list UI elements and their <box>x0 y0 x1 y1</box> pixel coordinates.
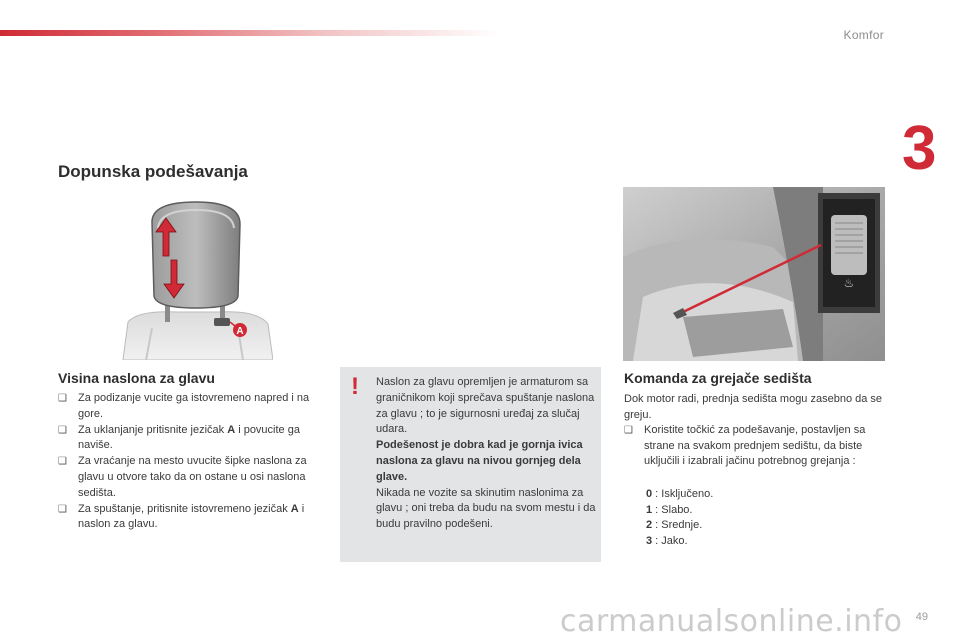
headrest-section-title: Visina naslona za glavu <box>58 370 215 386</box>
svg-text:♨: ♨ <box>843 276 855 290</box>
heater-level: 2 : Srednje. <box>646 519 703 532</box>
list-item: ❑ Za vraćanje na mesto uvucite šipke naslona za glavu u otvore tako da on ostane u osi naslona sedišta. <box>58 455 307 499</box>
warning-text <box>376 375 596 533</box>
checkbox-bullet-icon: ❑ <box>58 456 67 468</box>
heater-instructions <box>624 423 894 470</box>
header-accent-bar <box>0 30 500 36</box>
warning-text-bold: Podešenost je dobra kad je gornja ivica naslona za glavu na nivou gornjeg dela glave. <box>376 439 583 483</box>
list-item: ❑ Za spuštanje, pritisnite istovremeno jezičak A i naslon za glavu. <box>58 502 305 531</box>
heater-intro: Dok motor radi, prednja sedišta mogu zasebno da se greju. <box>624 393 883 421</box>
checkbox-bullet-icon: ❑ <box>58 503 67 515</box>
list-item: ❑ Za uklanjanje pritisnite jezičak A i povucite ga naviše. <box>58 423 300 452</box>
list-item: ❑ Za podizanje vucite ga istovremeno napred i na gore. <box>58 392 310 420</box>
headrest-instructions <box>58 391 320 533</box>
checkbox-bullet-icon: ❑ <box>58 424 67 436</box>
list-item: ❑ Koristite točkić za podešavanje, postavljen sa strane na svakom prednjem sedištu, da biste uključili i izabrali jačinu potrebnog grejanja : <box>624 424 866 468</box>
callout-a-icon <box>233 323 247 337</box>
watermark: carmanualsonline.info <box>560 604 903 639</box>
exclamation-icon: ! <box>351 373 359 400</box>
heater-level: 0 : Isključeno. <box>646 488 714 500</box>
heater-level: 3 : Jako. <box>646 535 688 548</box>
heater-level: 1 : Slabo. <box>646 503 693 516</box>
warning-text-outro: Nikada ne vozite sa skinutim naslonima za glavu ; oni treba da budu na svom mestu i da budu pravilno podešeni. <box>376 486 596 531</box>
warning-text-intro: Naslon za glavu opremljen je armaturom sa graničnikom koji sprečava spuštanje naslona za glavu ; to je sigurnosni uređaj za slučaj udara. <box>376 376 595 436</box>
headrest-illustration <box>118 200 273 360</box>
checkbox-bullet-icon: ❑ <box>58 393 67 404</box>
heater-section-title: Komanda za grejače sedišta <box>624 370 812 386</box>
seat-heater-photo <box>623 187 885 361</box>
page-number: 49 <box>915 611 928 623</box>
callout-a-label: A <box>236 326 244 337</box>
chapter-number: 3 <box>902 114 937 183</box>
checkbox-bullet-icon: ❑ <box>624 425 633 436</box>
section-name: Komfor <box>843 28 884 42</box>
page-title: Dopunska podešavanja <box>58 162 248 181</box>
heater-levels <box>646 487 713 550</box>
